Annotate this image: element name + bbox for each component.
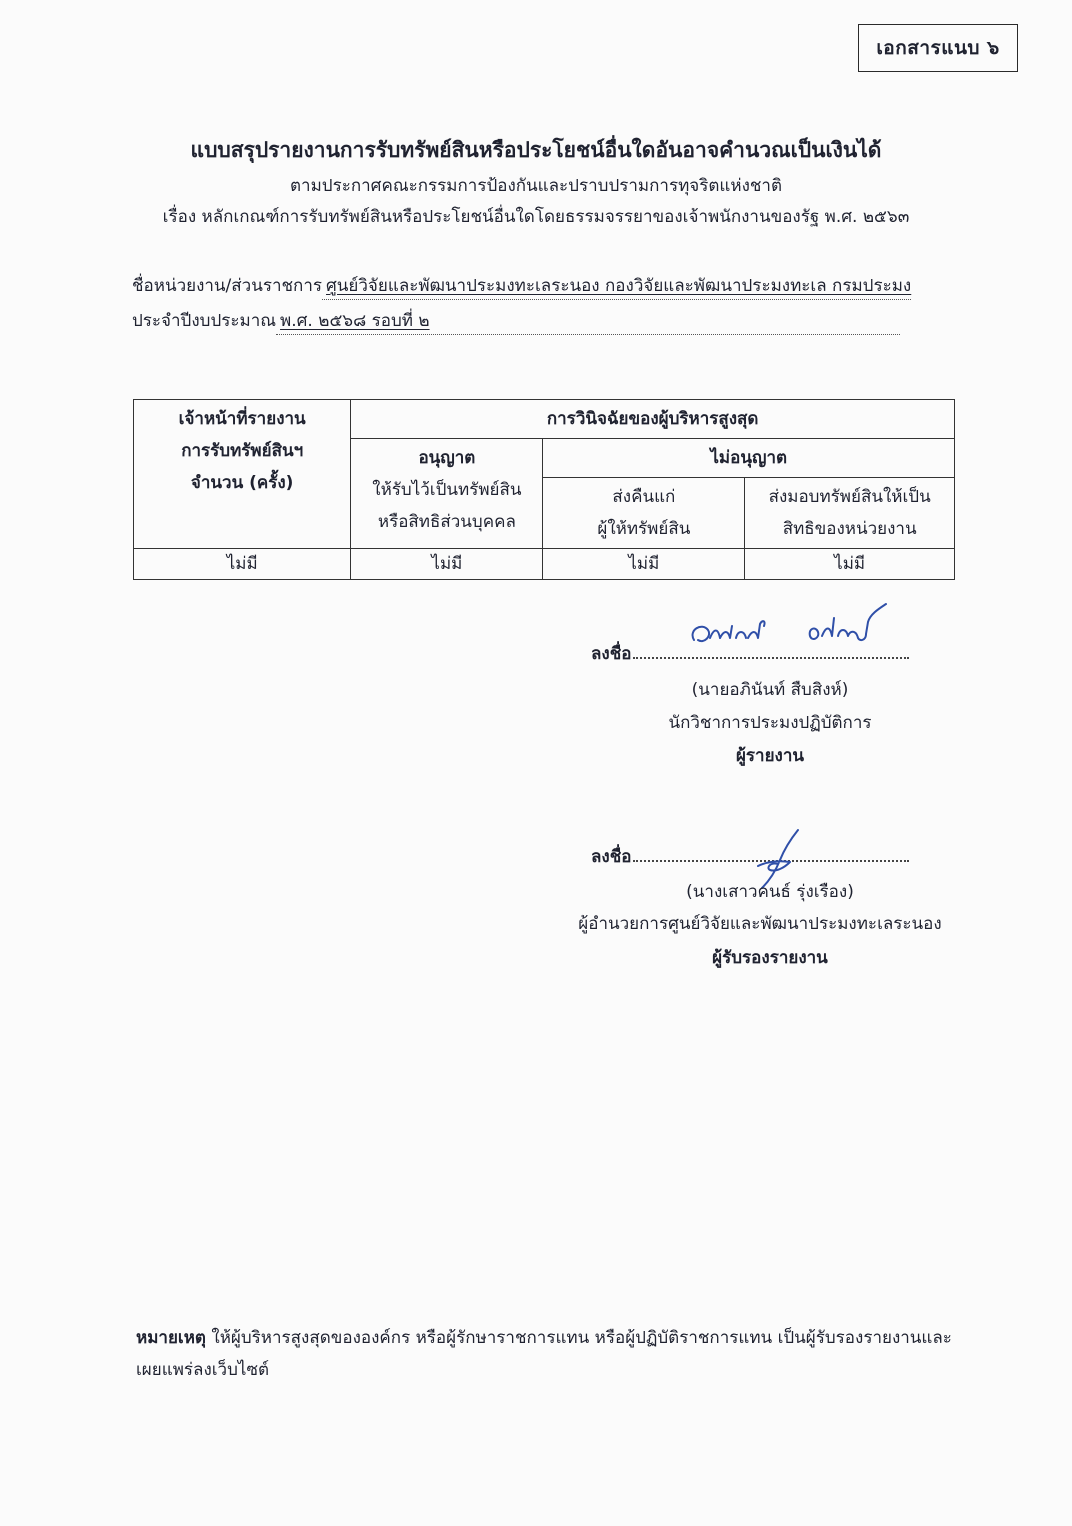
- reporter-position: นักวิชาการประมงปฏิบัติการ: [668, 713, 872, 733]
- approve-header-cell: [351, 439, 543, 549]
- agency-field: [132, 272, 911, 300]
- table-cell: ไม่มี: [745, 549, 955, 580]
- summary-table: [133, 399, 955, 580]
- attachment-label: เอกสารแนบ ๖: [858, 24, 1018, 72]
- document-title: แบบสรุปรายงานการรับทรัพย์สินหรือประโยชน์อื่นใดอันอาจคำนวณเป็นเงินได้: [190, 138, 882, 162]
- agency-label: ชื่อหน่วยงาน/ส่วนราชการ: [132, 276, 323, 296]
- table-cell: ไม่มี: [543, 549, 745, 580]
- agency-value: ศูนย์วิจัยและพัฒนาประมงทะเลระนอง กองวิจัยและพัฒนาประมงทะเล กรมประมง: [322, 272, 911, 300]
- reporter-name: (นายอภินันท์ สืบสิงห์): [691, 680, 849, 700]
- deny-return-header: ส่งคืนแก่ ผู้ให้ทรัพย์สิน: [543, 478, 745, 549]
- approve-detail-2: หรือสิทธิส่วนบุคคล: [377, 512, 516, 532]
- table-cell: ไม่มี: [134, 549, 351, 580]
- table-cell: ไม่มี: [351, 549, 543, 580]
- reporter-signature-icon: [680, 600, 920, 660]
- reporter-sign-label: ลงชื่อ: [591, 644, 632, 664]
- approve-detail-1: ให้รับไว้เป็นทรัพย์สิน: [372, 480, 522, 500]
- note: [136, 1322, 966, 1386]
- certifier-position: ผู้อำนวยการศูนย์วิจัยและพัฒนาประมงทะเลระนอง: [578, 914, 942, 934]
- deny-header: ไม่อนุญาต: [543, 439, 955, 478]
- certifier-role: ผู้รับรองรายงาน: [712, 948, 828, 968]
- subtitle-announcement: ตามประกาศคณะกรรมการป้องกันและปราบปรามการทุจริตแห่งชาติ: [289, 176, 783, 196]
- table-row: [134, 549, 955, 580]
- note-label: หมายเหตุ: [136, 1328, 206, 1348]
- certifier-sign-label: ลงชื่อ: [591, 847, 632, 867]
- decision-header: การวินิจฉัยของผู้บริหารสูงสุด: [351, 400, 955, 439]
- fiscal-year-label: ประจำปีงบประมาณ: [132, 311, 277, 331]
- reporter-count-header: เจ้าหน้าที่รายงาน การรับทรัพย์สินฯ จำนวน (ครั้ง): [134, 400, 351, 549]
- approve-header: อนุญาต: [418, 448, 476, 468]
- note-text: ให้ผู้บริหารสูงสุดขององค์กร หรือผู้รักษาราชการแทน หรือผู้ปฏิบัติราชการแทน เป็นผู้รับรองรายงานและเผยแพร่ลงเว็บไซต์: [136, 1328, 952, 1380]
- certifier-name: (นางเสาวคนธ์ รุ่งเรือง): [686, 882, 854, 902]
- reporter-role: ผู้รายงาน: [735, 746, 805, 766]
- subtitle-subject: เรื่อง หลักเกณฑ์การรับทรัพย์สินหรือประโยชน์อื่นใดโดยธรรมจรรยาของเจ้าพนักงานของรัฐ พ.ศ. ๒๕๖๓: [162, 207, 910, 227]
- fiscal-year-field: [132, 307, 900, 335]
- fiscal-year-value: พ.ศ. ๒๕๖๘ รอบที่ ๒: [276, 307, 900, 335]
- deny-transfer-header: ส่งมอบทรัพย์สินให้เป็น สิทธิของหน่วยงาน: [745, 478, 955, 549]
